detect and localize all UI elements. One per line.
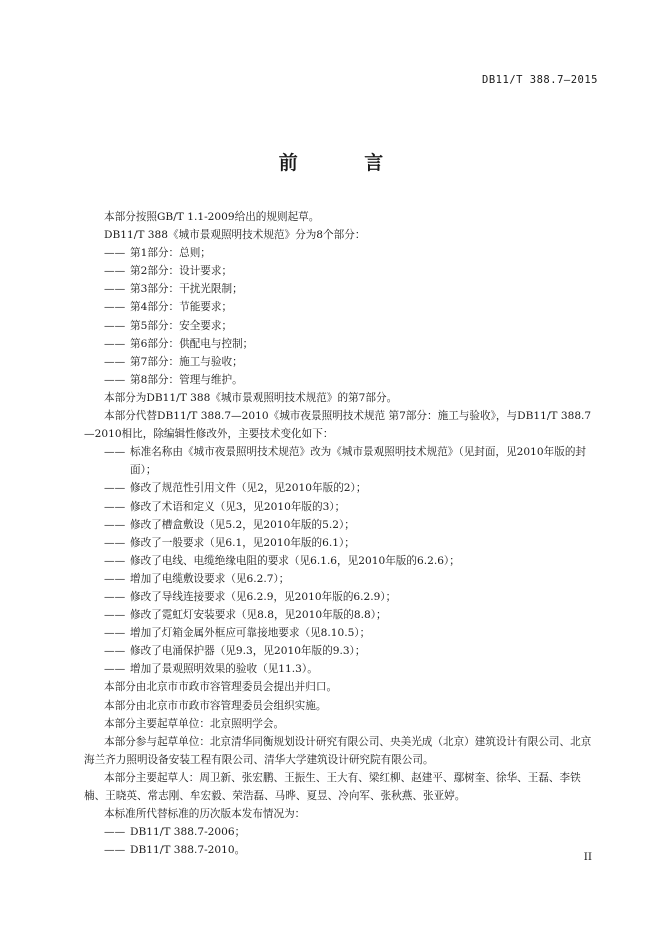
- dash-marker: ——: [104, 572, 126, 585]
- change-item-text: 增加了景观照明效果的验收（见11.3）。: [130, 663, 318, 676]
- change-item: [84, 588, 600, 606]
- part-item-text: 第7部分：施工与验收；: [130, 355, 243, 368]
- dash-marker: ——: [104, 590, 126, 603]
- history-item-text: DB11/T 388.7-2006；: [130, 826, 246, 839]
- change-item-text: 修改了槽盒敷设（见5.2，见2010年版的5.2）；: [130, 518, 355, 531]
- dash-marker: ——: [104, 355, 126, 368]
- dash-marker: ——: [104, 844, 126, 857]
- dash-marker: ——: [104, 645, 126, 658]
- part-item: [84, 353, 600, 371]
- dash-marker: ——: [104, 500, 126, 513]
- dash-marker: ——: [104, 627, 126, 640]
- change-item: [84, 570, 600, 588]
- change-item: [84, 443, 600, 479]
- part-item-text: 第5部分：安全要求；: [130, 319, 233, 332]
- part-item: [84, 371, 600, 389]
- page-title: 前 言: [278, 152, 414, 174]
- main-drafters: 本部分主要起草人：周卫新、张宏鹏、王振生、王大有、梁红柳、赵建平、鄢树奎、徐华、王磊、李铁楠、王晓英、常志刚、牟宏毅、荣浩磊、马晔、夏昱、冷向军、张秋燕、张亚婷。: [84, 771, 581, 802]
- foreword-body: [84, 208, 600, 859]
- proposer-statement: 本部分由北京市市政市容管理委员会提出并归口。: [104, 681, 338, 694]
- change-item-text: 修改了规范性引用文件（见2，见2010年版的2）；: [130, 482, 367, 495]
- change-item: [84, 498, 600, 516]
- dash-marker: ——: [104, 301, 126, 314]
- dash-marker: ——: [104, 518, 126, 531]
- history-item-text: DB11/T 388.7-2010。: [130, 844, 246, 857]
- change-item: [84, 552, 600, 570]
- part-item-text: 第8部分：管理与维护。: [130, 373, 243, 386]
- change-item-text: 标准名称由《城市夜景照明技术规范》改为《城市景观照明技术规范》（见封面，见2010年版的封面）；: [130, 446, 587, 477]
- dash-marker: ——: [104, 663, 126, 676]
- dash-marker: ——: [104, 373, 126, 386]
- part-item-text: 第6部分：供配电与控制；: [130, 337, 254, 350]
- dash-marker: ——: [104, 337, 126, 350]
- page-number: II: [583, 851, 592, 863]
- change-item-text: 修改了电线、电缆绝缘电阻的要求（见6.1.6，见2010年版的6.2.6）；: [130, 554, 460, 567]
- change-item-text: 增加了电缆敷设要求（见6.2.7）；: [130, 572, 290, 585]
- change-item-text: 增加了灯箱金属外框应可靠接地要求（见8.10.5）；: [130, 627, 371, 640]
- part-item: [84, 317, 600, 335]
- part-item-text: 第4部分：节能要求；: [130, 301, 233, 314]
- dash-marker: ——: [104, 554, 126, 567]
- change-item: [84, 516, 600, 534]
- dash-marker: ——: [104, 319, 126, 332]
- dash-marker: ——: [104, 609, 126, 622]
- part-item: [84, 280, 600, 298]
- change-item-text: 修改了电涌保护器（见9.3，见2010年版的9.3）；: [130, 645, 366, 658]
- intro-line: 本部分按照GB/T 1.1-2009给出的规则起草。: [104, 211, 320, 223]
- change-item: [84, 606, 600, 624]
- implementer-statement: 本部分由北京市市政市容管理委员会组织实施。: [104, 699, 327, 712]
- participating-units: 本部分参与起草单位：北京清华同衡规划设计研究有限公司、央美光成（北京）建筑设计有限公司、北京海兰齐力照明设备安装工程有限公司、清华大学建筑设计研究院有限公司。: [84, 735, 592, 766]
- change-item-text: 修改了导线连接要求（见6.2.9，见2010年版的6.2.9）；: [130, 590, 397, 603]
- standard-code: DB11/T 388.7—2015: [482, 74, 598, 86]
- part-item-text: 第1部分：总则；: [130, 247, 211, 260]
- part-item-text: 第3部分：干扰光限制；: [130, 283, 243, 296]
- change-item-text: 修改了霓虹灯安装要求（见8.8，见2010年版的8.8）；: [130, 609, 387, 622]
- change-item-text: 修改了术语和定义（见3，见2010年版的3）；: [130, 500, 346, 513]
- part-statement: 本部分为DB11/T 388《城市景观照明技术规范》的第7部分。: [104, 391, 398, 404]
- dash-marker: ——: [104, 826, 126, 839]
- change-item-text: 修改了一般要求（见6.1，见2010年版的6.1）；: [130, 536, 355, 549]
- dash-marker: ——: [104, 536, 126, 549]
- part-item: [84, 244, 600, 262]
- change-item: [84, 534, 600, 552]
- dash-marker: ——: [104, 247, 126, 260]
- history-item: [84, 841, 600, 859]
- dash-marker: ——: [104, 482, 126, 495]
- history-statement: 本标准所代替标准的历次版本发布情况为：: [104, 808, 306, 821]
- change-item: [84, 624, 600, 642]
- dash-marker: ——: [104, 446, 126, 459]
- history-item: [84, 823, 600, 841]
- change-item: [84, 642, 600, 660]
- replace-statement: 本部分代替DB11/T 388.7—2010《城市夜景照明技术规范 第7部分：施工与验收》，与DB11/T 388.7—2010相比，除编辑性修改外，主要技术变化如下：: [84, 410, 592, 441]
- part-item-text: 第2部分：设计要求；: [130, 265, 233, 278]
- change-item: [84, 660, 600, 678]
- part-item: [84, 335, 600, 353]
- dash-marker: ——: [104, 283, 126, 296]
- part-item: [84, 262, 600, 280]
- main-drafting-unit: 本部分主要起草单位：北京照明学会。: [104, 717, 285, 730]
- dash-marker: ——: [104, 265, 126, 278]
- part-item: [84, 298, 600, 316]
- intro-line: DB11/T 388《城市景观照明技术规范》分为8个部分：: [104, 229, 366, 242]
- change-item: [84, 479, 600, 497]
